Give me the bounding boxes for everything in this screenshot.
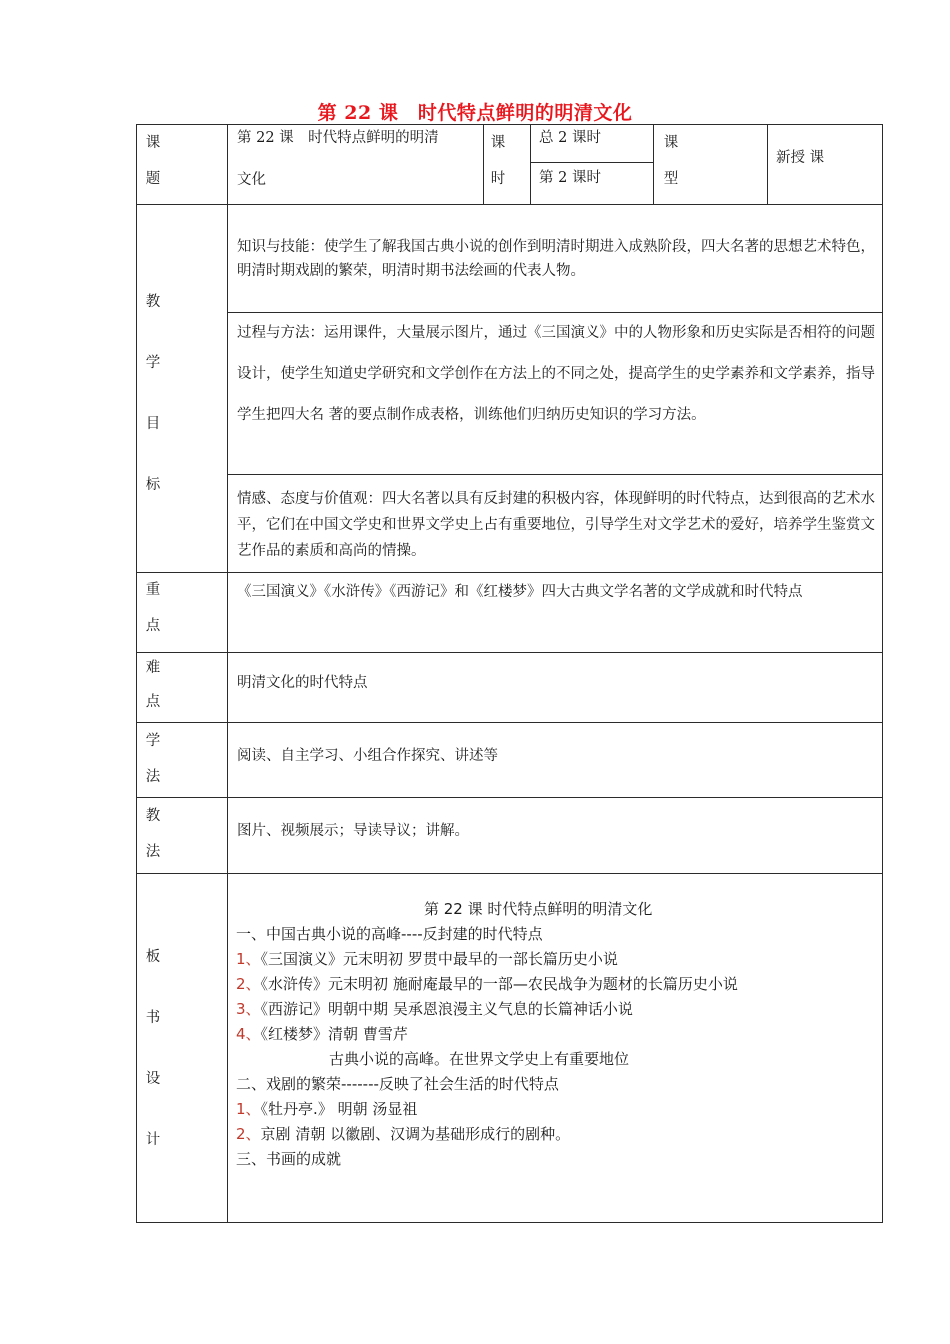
process-objective: 过程与方法：运用课件，大量展示图片，通过《三国演义》中的人物形象和历史实际是否相符的问题设计，使学生知道史学研究和文学创作在方法上的不同之处，提高学生的史学素养和文学素养，指导学生把四大名 著的要点制作成表格，训练他们归纳历史知识的学习方法。	[237, 325, 875, 423]
board-item	[236, 1022, 408, 1046]
board-item	[236, 1097, 417, 1121]
teaching-methods-text: 图片、视频展示；导读导议；讲解。	[237, 823, 469, 839]
row-separator	[136, 797, 883, 798]
header-divider	[530, 124, 531, 204]
label-char: 法	[145, 844, 161, 860]
label-char: 学	[145, 355, 161, 371]
item-number: 3、	[236, 1000, 261, 1018]
header-divider	[483, 124, 484, 204]
item-number: 4、	[236, 1025, 261, 1043]
item-text: 《牡丹亭.》 明朝 汤显祖	[260, 1100, 418, 1118]
label-char: 课	[663, 135, 679, 151]
board-summary: 古典小说的高峰。在世界文学史上有重要地位	[329, 1050, 630, 1068]
knowledge-objective: 知识与技能：使学生了解我国古典小说的创作到明清时期进入成熟阶段，四大名著的思想艺术特色，明清时期戏剧的繁荣，明清时期书法绘画的代表人物。	[237, 239, 875, 279]
page-title: 第 22 课 时代特点鲜明的明清文化	[317, 102, 633, 124]
label-char: 点	[145, 618, 161, 634]
board-section-2: 二、戏剧的繁荣-------反映了社会生活的时代特点	[236, 1075, 559, 1093]
item-number: 2、	[236, 975, 261, 993]
item-text: 《红楼梦》清朝 曹雪芹	[260, 1025, 408, 1043]
item-text: 京剧 清朝 以徽剧、汉调为基础形成行的剧种。	[260, 1125, 571, 1143]
label-char: 题	[145, 171, 161, 187]
label-char: 书	[145, 1010, 161, 1026]
item-text: 《西游记》明朝中期 吴承恩浪漫主义气息的长篇神话小说	[260, 1000, 633, 1018]
item-text: 《水浒传》元末明初 施耐庵最早的一部—农民战争为题材的长篇历史小说	[260, 975, 738, 993]
label-char: 板	[145, 949, 161, 965]
label-char: 教	[145, 808, 161, 824]
label-char: 时	[490, 171, 506, 187]
board-heading: 第 22 课 时代特点鲜明的明清文化	[424, 900, 653, 918]
board-item	[236, 997, 633, 1021]
item-text: 《三国演义》元末明初 罗贯中最早的一部长篇历史小说	[260, 950, 618, 968]
row-separator	[136, 873, 883, 874]
hours-current: 第 2 课时	[539, 170, 601, 186]
label-char: 计	[145, 1132, 161, 1148]
difficulties-text: 明清文化的时代特点	[237, 675, 368, 691]
key-points-text: 《三国演义》《水浒传》《西游记》和《红楼梦》四大古典文学名著的文学成就和时代特点	[237, 584, 803, 600]
table-left-border	[136, 124, 137, 1222]
label-char: 重	[145, 582, 161, 598]
label-char: 难	[145, 660, 161, 676]
row-separator	[136, 722, 883, 723]
table-top-border	[136, 124, 883, 125]
emotion-objective: 情感、态度与价值观：四大名著以具有反封建的积极内容，体现鲜明的时代特点，达到很高的艺术水平，它们在中国文学史和世界文学史上占有重要地位，引导学生对文学艺术的爱好，培养学生鉴赏文艺作品的素质和高尚的情操。	[237, 491, 875, 559]
type-value: 新授 课	[776, 150, 825, 166]
table-right-border	[882, 124, 883, 1222]
hours-total: 总 2 课时	[539, 130, 601, 146]
label-char: 点	[145, 694, 161, 710]
board-section-1: 一、中国古典小说的高峰----反封建的时代特点	[236, 925, 543, 943]
label-char: 课	[490, 135, 506, 151]
label-column-divider	[227, 124, 228, 1222]
board-item	[236, 972, 738, 996]
label-char: 设	[145, 1071, 161, 1087]
label-char: 教	[145, 294, 161, 310]
table-bottom-border	[136, 1222, 883, 1223]
label-char: 课	[145, 135, 161, 151]
study-methods-text: 阅读、自主学习、小组合作探究、讲述等	[237, 748, 498, 764]
row-separator	[136, 652, 883, 653]
lesson-title-line1: 第 22 课 时代特点鲜明的明清	[237, 130, 439, 146]
header-divider	[653, 124, 654, 204]
board-item	[236, 947, 618, 971]
label-char: 法	[145, 769, 161, 785]
board-section-3: 三、书画的成就	[236, 1150, 342, 1168]
objective-separator	[227, 474, 883, 475]
header-divider	[767, 124, 768, 204]
board-item	[236, 1122, 570, 1146]
item-number: 2、	[236, 1125, 261, 1143]
label-char: 标	[145, 477, 161, 493]
row-separator	[136, 204, 883, 205]
item-number: 1、	[236, 950, 261, 968]
label-char: 型	[663, 171, 679, 187]
item-number: 1、	[236, 1100, 261, 1118]
label-char: 目	[145, 416, 161, 432]
label-char: 学	[145, 733, 161, 749]
lesson-title-line2: 文化	[237, 172, 266, 188]
hours-divider	[530, 162, 653, 163]
